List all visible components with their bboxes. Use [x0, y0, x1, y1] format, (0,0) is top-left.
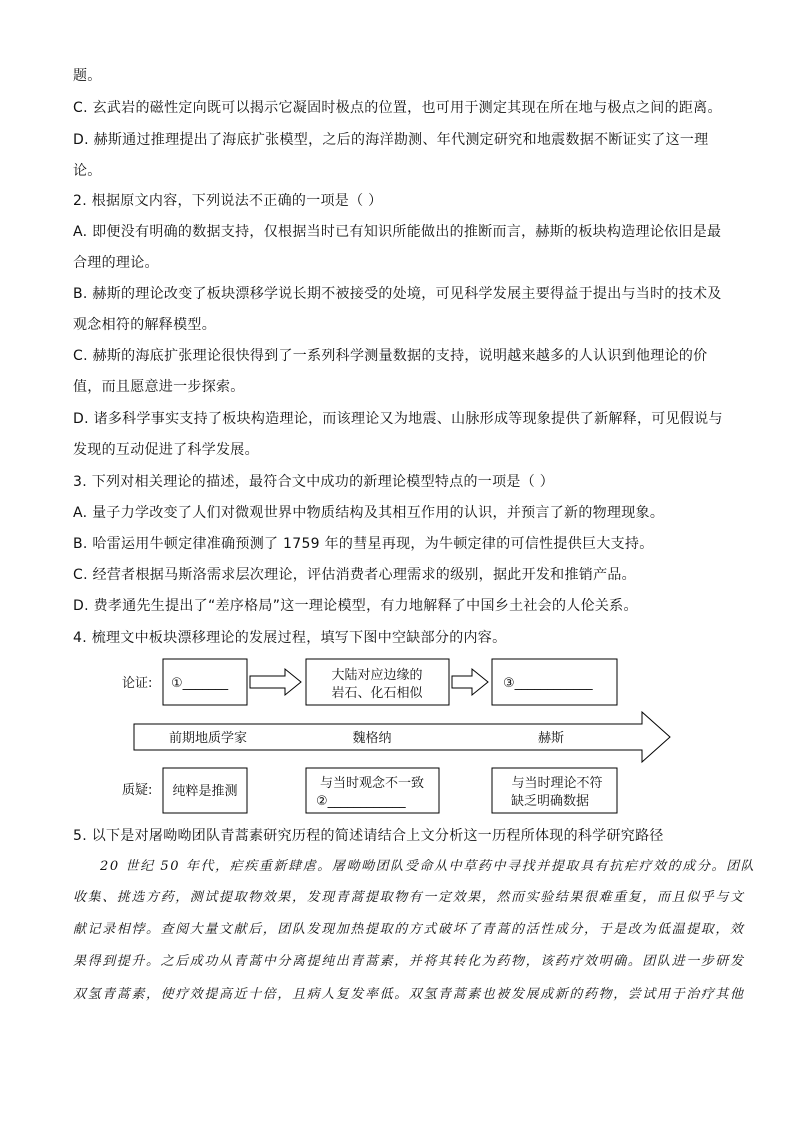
doubt-blank-2[interactable]: ②____________: [316, 794, 406, 809]
text-line: 合理的理论。: [73, 255, 159, 271]
option-c-line: C. 经营者根据马斯洛需求层次理论，评估消费者心理需求的级别，据此开发和推销产品。: [73, 567, 636, 583]
timeline-stage-3: 赫斯: [537, 731, 565, 746]
argument-box-2-line-2: 岩石、化石相似: [331, 686, 423, 701]
option-d-line: D. 诸多科学事实支持了板块构造理论，而该理论又为地震、山脉形成等现象提供了新解释，可见假说与: [73, 411, 723, 427]
doubt-box-1-text: 纯粹是推测: [172, 784, 238, 799]
arrow-right-icon: [250, 669, 301, 695]
argument-box-2-line-1: 大陆对应边缘的: [331, 668, 423, 683]
passage-line: 收集、挑选方药，测试提取物效果，发现青蒿提取物有一定效果，然而实验结果很难重复，而且似乎与文: [73, 890, 745, 905]
text-line: 题。: [73, 68, 102, 84]
option-c-line: C. 玄武岩的磁性定向既可以揭示它凝固时极点的位置，也可用于测定其现在所在地与极点之间的距离。: [73, 100, 722, 116]
text-line: 观念相符的解释模型。: [73, 317, 216, 333]
passage-line: 果得到提升。之后成功从青蒿中分离提纯出青蒿素，并将其转化为药物，该药疗效明确。团队进一步研发: [73, 954, 745, 969]
arrow-right-icon: [452, 669, 488, 695]
passage-line: 双氢青蒿素，使疗效提高近十倍，且病人复发率低。双氢青蒿素也被发展成新的药物，尝试用于治疗其他: [73, 987, 745, 1002]
doubt-box-3-line-2: 缺乏明确数据: [510, 794, 590, 809]
option-a-line: A. 量子力学改变了人们对微观世界中物质结构及其相互作用的认识，并预言了新的物理现象。: [73, 505, 665, 521]
option-b-line: B. 赫斯的理论改变了板块漂移学说长期不被接受的处境，可见科学发展主要得益于提出与当时的技术及: [73, 286, 722, 302]
question-5-stem: 5. 以下是对屠呦呦团队青蒿素研究历程的简述请结合上文分析这一历程所体现的科学研究路径: [73, 828, 664, 844]
argument-blank-1[interactable]: ①_______: [171, 676, 229, 691]
question-3-stem: 3. 下列对相关理论的描述，最符合文中成功的新理论模型特点的一项是（ ）: [73, 474, 555, 490]
option-d-line: D. 费孝通先生提出了“差序格局”这一理论模型，有力地解释了中国乡土社会的人伦关系。: [73, 598, 638, 614]
timeline-stage-1: 前期地质学家: [168, 731, 248, 746]
passage-line: 献记录相悖。查阅大量文献后，团队发现加热提取的方式破坏了青蒿的活性成分，于是改为低温提取，效: [73, 922, 745, 937]
text-line: 发现的互动促进了科学发展。: [73, 442, 259, 458]
option-d-line: D. 赫斯通过推理提出了海底扩张模型，之后的海洋勘测、年代测定研究和地震数据不断证实了这一理: [73, 132, 709, 148]
question-2-stem: 2. 根据原文内容，下列说法不正确的一项是（ ）: [73, 193, 383, 209]
option-b-line: B. 哈雷运用牛顿定律准确预测了 1759 年的彗星再现，为牛顿定律的可信性提供巨大支持。: [73, 536, 654, 552]
question-4-stem: 4. 梳理文中板块漂移理论的发展过程，填写下图中空缺部分的内容。: [73, 630, 507, 646]
timeline-stage-2: 魏格纳: [352, 731, 392, 746]
argument-blank-3[interactable]: ③____________: [503, 676, 593, 691]
option-a-line: A. 即便没有明确的数据支持，仅根据当时已有知识所能做出的推断而言，赫斯的板块构造理论依旧是最: [73, 224, 722, 240]
text-line: 论。: [73, 163, 102, 179]
doubt-box-3-line-1: 与当时理论不符: [511, 776, 603, 791]
doubt-row-label: 质疑:: [122, 783, 153, 798]
doubt-box-2-text: 与当时观念不一致: [319, 776, 425, 791]
option-c-line: C. 赫斯的海底扩张理论很快得到了一系列科学测量数据的支持，说明越来越多的人认识到他理论的价: [73, 348, 708, 364]
argument-row-label: 论证:: [122, 676, 153, 691]
passage-line: 20 世纪 50 年代，疟疾重新肆虐。屠呦呦团队受命从中草药中寻找并提取具有抗疟疗效的成分。团队: [100, 859, 756, 874]
text-line: 值，而且愿意进一步探索。: [73, 379, 245, 395]
